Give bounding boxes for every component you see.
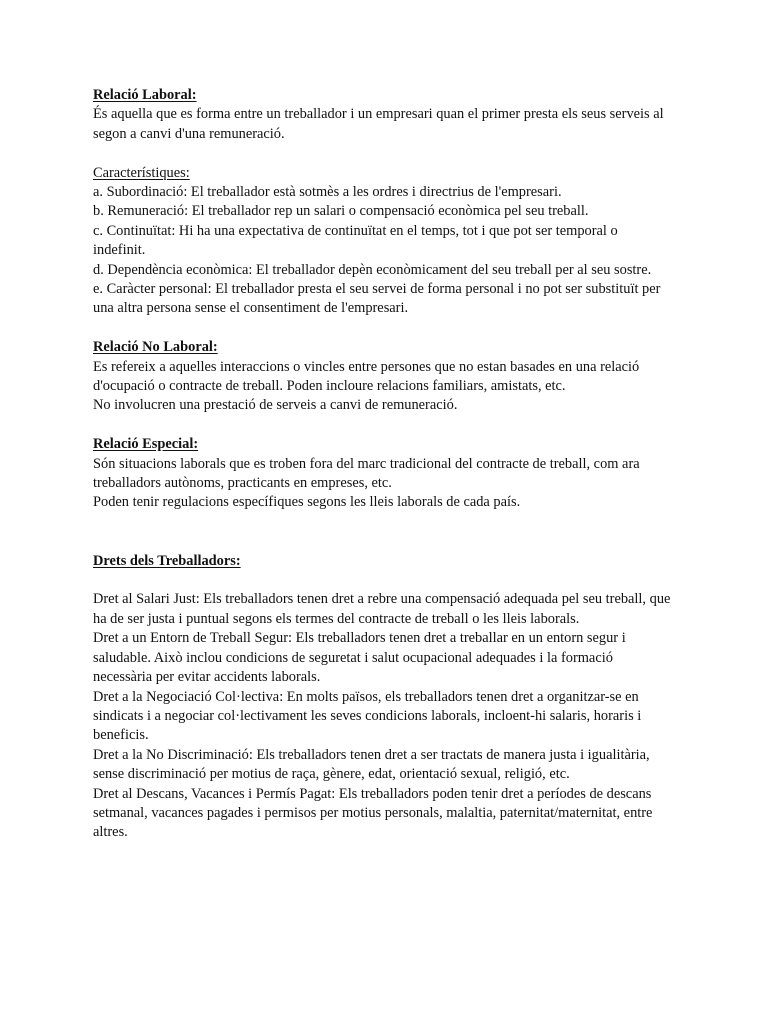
list-item-no-discriminacio: Dret a la No Discriminació: Els treballadors tenen dret a ser tractats de manera justa i igualitària, sense discriminació per motius de raça, gènere, edat, orientació sexual, religió, etc. [93, 746, 650, 783]
spacer [93, 416, 673, 435]
spacer [93, 144, 673, 163]
paragraph-relacio-no-laboral-2: No involucren una prestació de serveis a canvi de remuneració. [93, 397, 458, 414]
heading-relacio-no-laboral: Relació No Laboral: [93, 339, 218, 356]
heading-relacio-especial: Relació Especial: [93, 436, 199, 453]
list-item-dependencia: d. Dependència econòmica: El treballador depèn econòmicament del seu treball per al seu sostre. [93, 261, 652, 278]
list-item-remuneracio: b. Remuneració: El treballador rep un salari o compensació econòmica pel seu treball. [93, 203, 589, 220]
spacer [93, 319, 673, 338]
list-item-salari-just: Dret al Salari Just: Els treballadors tenen dret a rebre una compensació adequada pel seu treball, que ha de ser justa i puntual segons els termes del contracte de treball o les lleis laborals. [93, 591, 671, 627]
heading-caracteristiques: Característiques: [93, 164, 190, 181]
list-item-subordinacio: a. Subordinació: El treballador està sotmès a les ordres i directrius de l'empresari. [93, 184, 562, 201]
paragraph-relacio-laboral: És aquella que es forma entre un treballador i un empresari quan el primer presta els seus serveis al segon a canvi d'una remuneració. [93, 106, 664, 142]
heading-relacio-laboral: Relació Laboral: [93, 87, 197, 103]
heading-drets-treballadors: Drets dels Treballadors: [93, 552, 241, 569]
paragraph-relacio-especial: Són situacions laborals que es troben fora del marc tradicional del contracte de treball, com ara treballadors autònoms, practicants en empreses, etc. [93, 455, 640, 492]
spacer [93, 513, 673, 552]
list-item-caracter-personal: e. Caràcter personal: El treballador presta el seu servei de forma personal i no pot ser substituït per una altra persona sense el consentiment de l'empresari. [93, 281, 661, 317]
list-item-negociacio-collectiva: Dret a la Negociació Col·lectiva: En molts països, els treballadors tenen dret a organitzar-se en sindicats i a negociar col·lectivament les seves condicions laborals, incloent-hi salaris, horaris i beneficis. [93, 688, 642, 744]
list-item-descans-vacances: Dret al Descans, Vacances i Permís Pagat: Els treballadors poden tenir dret a períodes de descans setmanal, vacances pagades i permisos per motius personals, malaltia, paternitat/maternitat, entre altres. [93, 785, 653, 841]
document-page [93, 86, 673, 843]
paragraph-relacio-no-laboral: Es refereix a aquelles interaccions o vincles entre persones que no estan basades en una relació d'ocupació o contracte de treball. Poden incloure relacions familiars, amistats, etc. [93, 358, 640, 395]
spacer [93, 571, 673, 590]
list-item-entorn-segur: Dret a un Entorn de Treball Segur: Els treballadors tenen dret a treballar en un entorn segur i saludable. Això inclou condicions de seguretat i salut ocupacional adequades i la formació necessària per evitar accidents laborals. [93, 630, 626, 686]
paragraph-relacio-especial-2: Poden tenir regulacions específiques segons les lleis laborals de cada país. [93, 494, 521, 511]
list-item-continuitat: c. Continuïtat: Hi ha una expectativa de continuïtat en el temps, tot i que pot ser temporal o indefinit. [93, 222, 618, 259]
